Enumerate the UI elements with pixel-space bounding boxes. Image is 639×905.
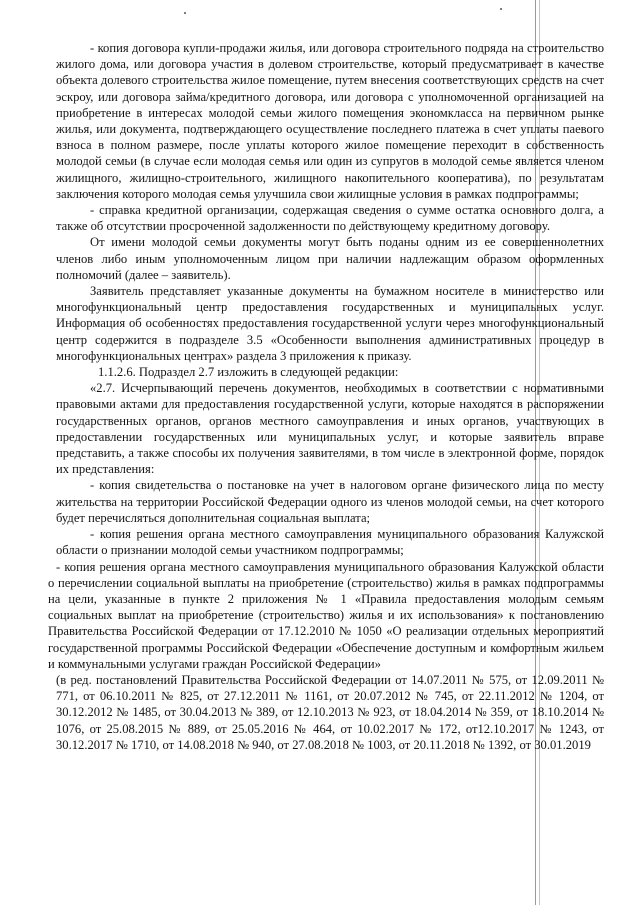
paragraph-2-7: «2.7. Исчерпывающий перечень документов, необходимых в соответствии с нормативными правовыми актами для предоставления государственной услуги, которые находятся в распоряжении государственных органов, органов местного самоуправления и иных органов, участвующих в предоставлении государственных или муниципальных услуг, и которые заявитель вправе представить, а также способы их получения заявителями, в том числе в электронной форме, порядок их представления: bbox=[56, 381, 604, 477]
paragraph-subsection-heading: 1.1.2.6. Подраздел 2.7 изложить в следующей редакции: bbox=[98, 365, 399, 380]
scan-speck bbox=[500, 8, 502, 10]
paragraph-amendments: (в ред. постановлений Правительства Российской Федерации от 14.07.2011 № 575, от 12.09.2011 № 771, от 06.10.2011 № 825, от 27.12.2011 № 1161, от 20.07.2012 № 745, от 22.11.2012 № 1204, от 30.12.2012 № 1485, от 30.04.2013 № 389, от 12.10.2013 № 923, от 18.04.2014 № 359, от 18.10.2014 № 1076, от 25.08.2015 № 889, от 25.05.2016 № 464, от 10.02.2017 № 172, от12.10.2017 № 1243, от 30.12.2017 № 1710, от 14.08.2018 № 940, от 27.08.2018 № 1003, от 20.11.2018 № 1392, от 30.01.2019 bbox=[56, 672, 604, 752]
paragraph-tax-certificate: - копия свидетельства о постановке на учет в налоговом органе физического лица по месту жительства на территории Российской Федерации одного из членов молодой семьи, на счет которого будет перечисляться дополнительная социальная выплата; bbox=[56, 478, 604, 525]
document-page bbox=[48, 40, 604, 753]
paragraph-participant-decision: - копия решения органа местного самоуправления муниципального образования Калужской области о признании молодой семьи участником подпрограммы; bbox=[56, 527, 604, 558]
paragraph-payment-decision: - копия решения органа местного самоуправления муниципального образования Калужской области о перечислении социальной выплаты на приобретение (строительство) жилья в рамках подпрограммы на цели, указанные в пункте 2 приложения № 1 «Правила предоставления молодым семьям социальных выплат на приобретение (строительство) жилья и их использования» к постановлению Правительства Российской Федерации от 17.12.2010 № 1050 «О реализации отдельных мероприятий государственной программы Российской Федерации «Обеспечение доступным и комфортным жильем и коммунальными услугами граждан Российской Федерации» bbox=[48, 559, 604, 671]
paragraph-submission: Заявитель представляет указанные документы на бумажном носителе в министерство или многофункциональный центр предоставления государственных и муниципальных услуг. Информация об особенностях предоставления государственной услуги через многофункциональный центр содержится в подразделе 3.5 «Особенности выполнения административных процедур в многофункциональных центрах» раздела 3 приложения к приказу. bbox=[56, 284, 604, 363]
paragraph-bank-certificate: - справка кредитной организации, содержащая сведения о сумме остатка основного долга, а также об отсутствии просроченной задолженности по действующему кредитному договору. bbox=[56, 203, 604, 234]
scan-speck bbox=[184, 12, 186, 14]
paragraph-applicant-definition: От имени молодой семьи документы могут быть поданы одним из ее совершеннолетних членов либо иным уполномоченным лицом при наличии надлежащим образом оформленных полномочий (далее – заявитель). bbox=[56, 235, 604, 282]
paragraph-contract-copy: - копия договора купли-продажи жилья, или договора строительного подряда на строительство жилого дома, или договора участия в долевом строительстве, который предусматривает в качестве объекта долевого строительства жилое помещение, путем внесения соответствующих средств на счет эскроу, или договора займа/кредитного договора, или договора с уполномоченной организацией на приобретение в интересах молодой семьи жилого помещения экономкласса на первичном рынке жилья, или документа, подтверждающего осуществление последнего платежа в счет уплаты паевого взноса в полном размере, после уплаты которого жилое помещение переходит в собственность молодой семьи (в случае если молодая семья или один из супругов в молодой семье является членом жилищного, жилищно-строительного, жилищного накопительного кооператива), по результатам заключения которого молодая семья улучшила свои жилищные условия в рамках подпрограммы; bbox=[56, 41, 604, 201]
